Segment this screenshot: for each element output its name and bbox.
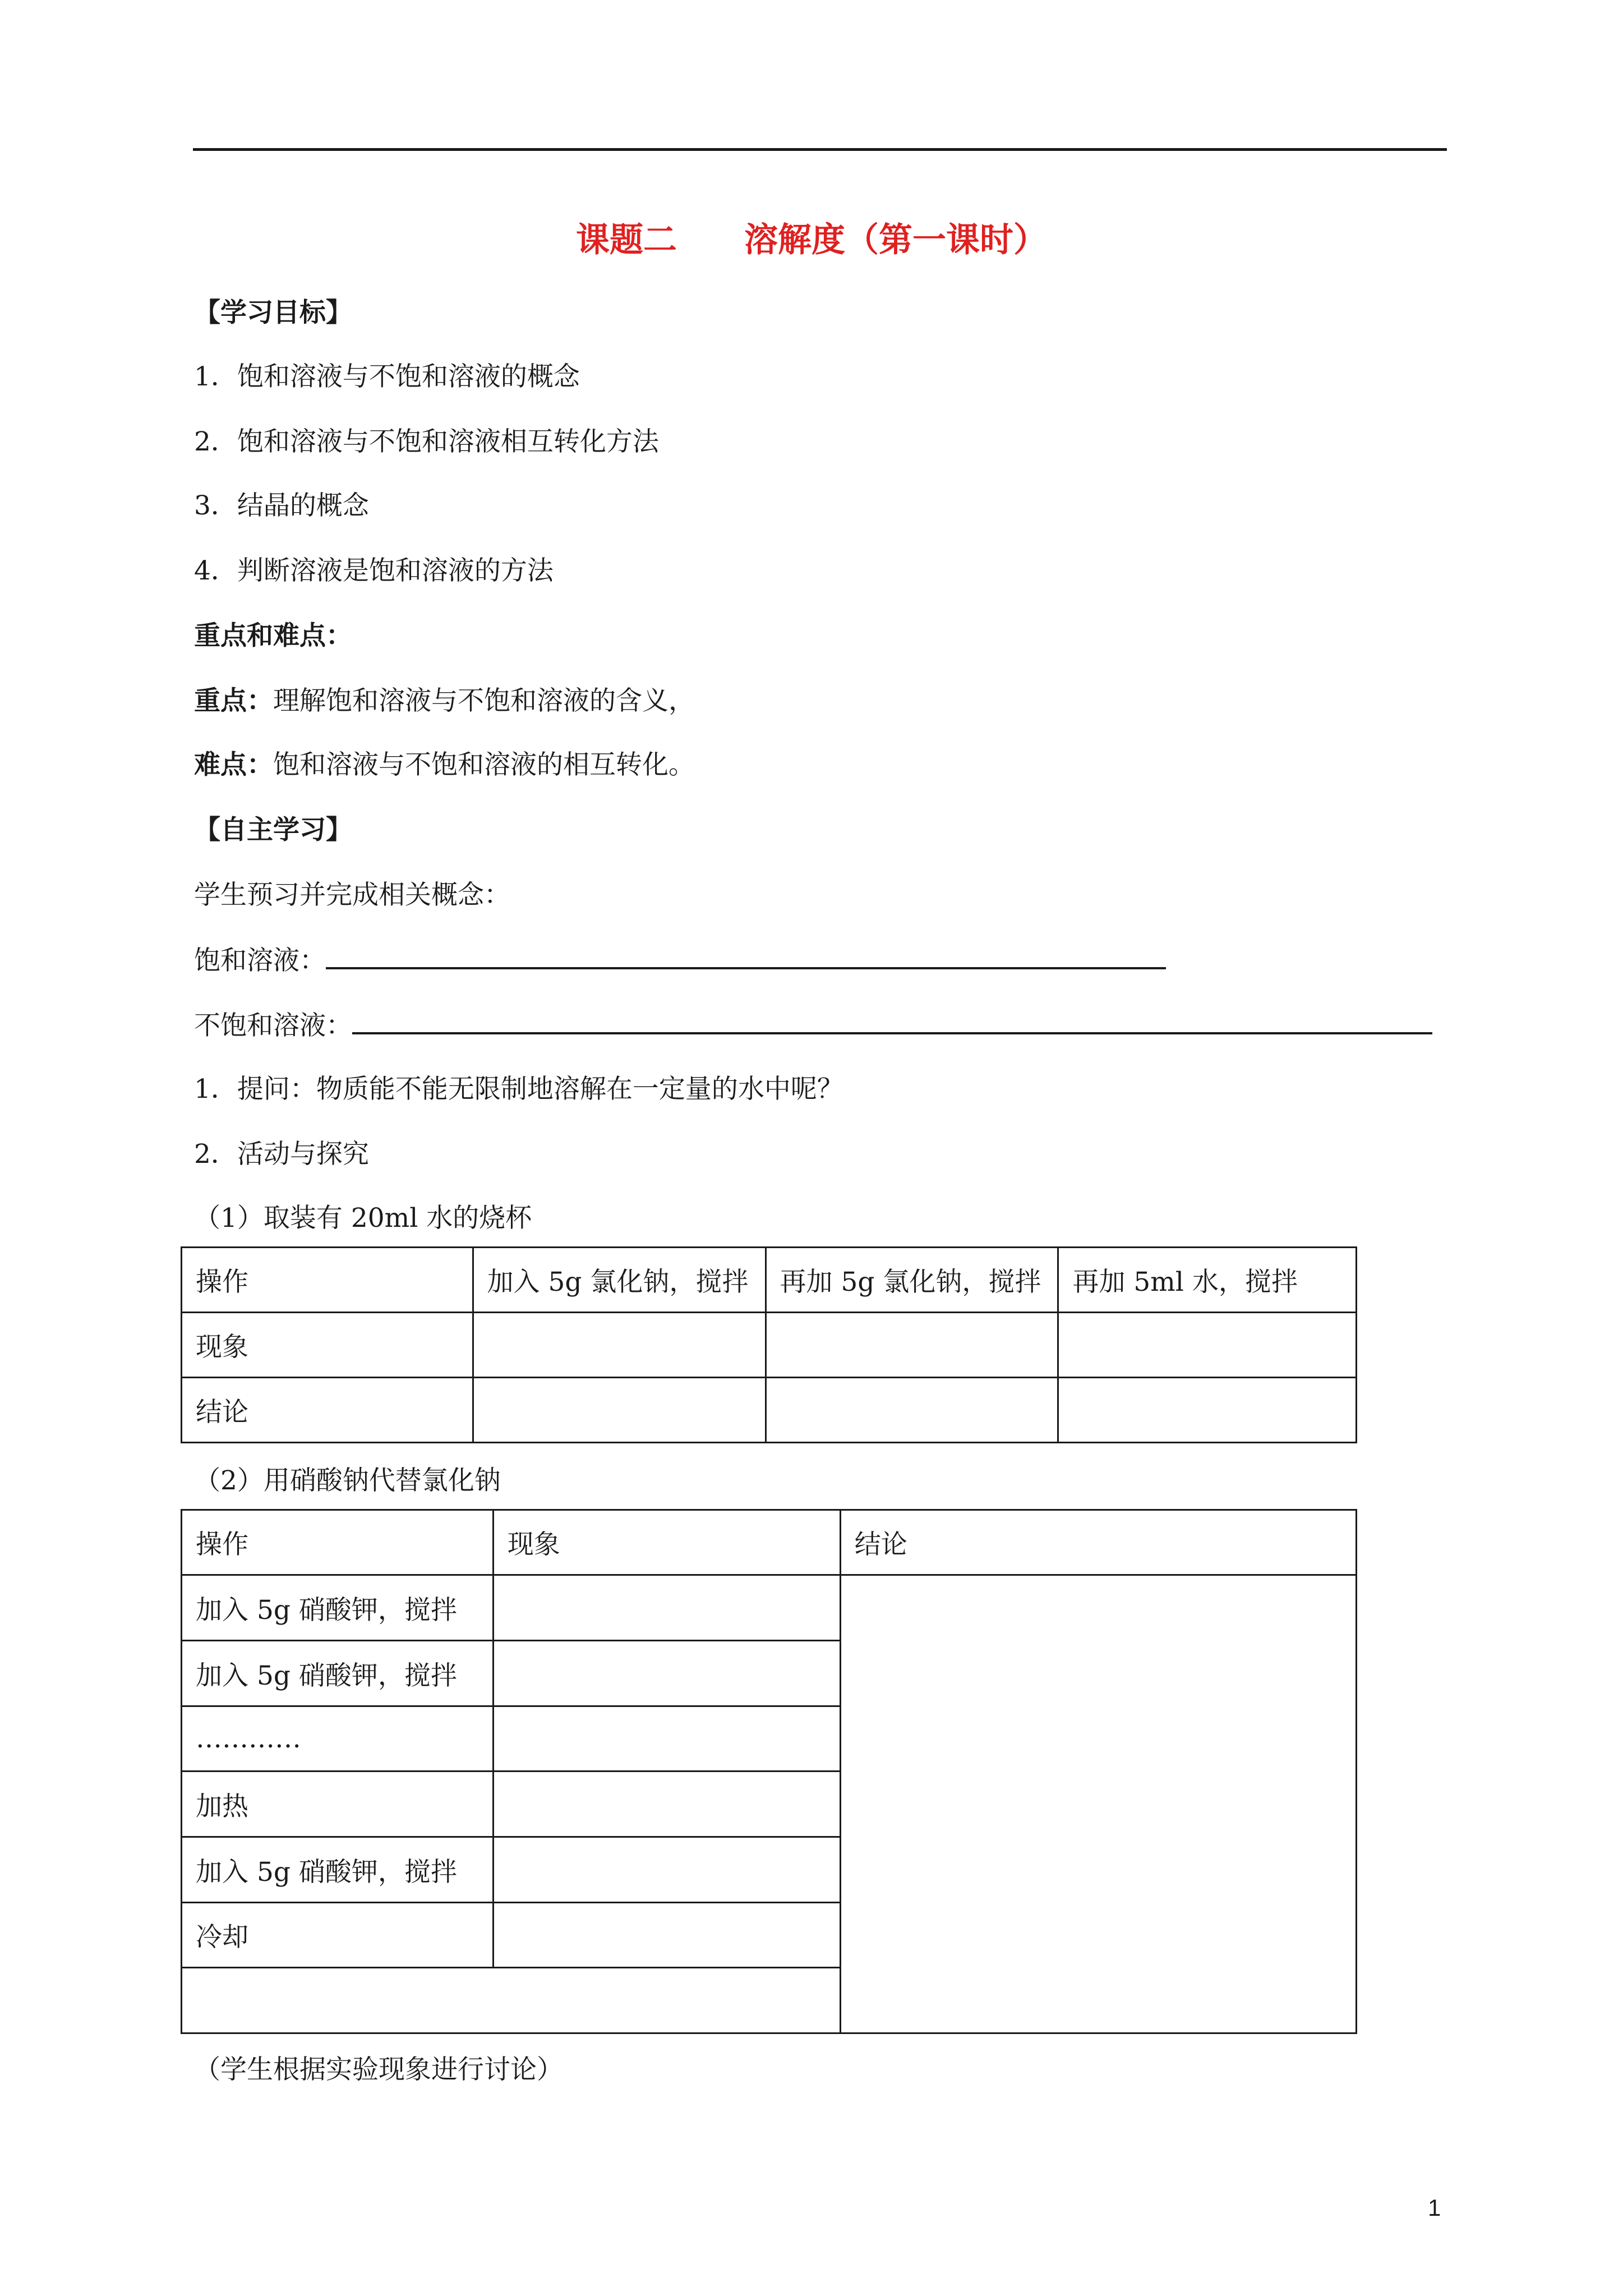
table-sodium-chloride bbox=[181, 1246, 1357, 1443]
table-header-cell: 结论 bbox=[840, 1510, 1356, 1575]
page-number: 1 bbox=[1428, 2194, 1441, 2221]
table-header-cell: 现象 bbox=[493, 1510, 840, 1575]
objective-item: 4．判断溶液是饱和溶液的方法 bbox=[194, 555, 554, 586]
objective-item: 1．饱和溶液与不饱和溶液的概念 bbox=[194, 361, 580, 392]
table-row-label: 冷却 bbox=[182, 1903, 494, 1968]
table-cell[interactable] bbox=[493, 1772, 840, 1837]
unsaturated-blank[interactable] bbox=[352, 1007, 1432, 1034]
step-1: （1）取装有 20ml 水的烧杯 bbox=[194, 1203, 532, 1234]
table-cell[interactable] bbox=[182, 1968, 841, 2033]
table-row bbox=[182, 1575, 1357, 1641]
table-row bbox=[182, 1378, 1357, 1443]
conclusion-cell[interactable] bbox=[840, 1575, 1356, 2033]
self-study-heading: 【自主学习】 bbox=[194, 815, 352, 845]
header-rule bbox=[193, 148, 1447, 151]
difficulty-label: 难点： bbox=[194, 749, 273, 780]
saturated-blank[interactable] bbox=[326, 942, 1166, 969]
table-header-cell: 再加 5ml 水，搅拌 bbox=[1058, 1248, 1357, 1313]
preview-text: 学生预习并完成相关概念： bbox=[194, 880, 510, 910]
key-points-heading: 重点和难点： bbox=[194, 620, 352, 651]
question-1: 1．提问：物质能不能无限制地溶解在一定量的水中呢？ bbox=[194, 1074, 843, 1105]
footer-note: （学生根据实验现象进行讨论） bbox=[194, 2054, 563, 2085]
key-text: 理解饱和溶液与不饱和溶液的含义， bbox=[273, 685, 695, 716]
table-row-label: 加热 bbox=[182, 1772, 494, 1837]
difficulty-text: 饱和溶液与不饱和溶液的相互转化。 bbox=[273, 749, 695, 780]
table-row bbox=[182, 1248, 1357, 1313]
table-header-cell: 操作 bbox=[182, 1510, 494, 1575]
table-row-label: 结论 bbox=[182, 1378, 473, 1443]
saturated-label: 饱和溶液： bbox=[194, 945, 326, 976]
table-row-label: 加入 5g 硝酸钾，搅拌 bbox=[182, 1837, 494, 1903]
table-cell[interactable] bbox=[473, 1378, 766, 1443]
table-row-label: 加入 5g 硝酸钾，搅拌 bbox=[182, 1575, 494, 1641]
title-subject: 溶解度（第一课时） bbox=[744, 220, 1047, 260]
table-row-label: 现象 bbox=[182, 1313, 473, 1378]
table-row-label: 加入 5g 硝酸钾，搅拌 bbox=[182, 1641, 494, 1706]
key-point bbox=[194, 684, 695, 718]
table-cell[interactable] bbox=[766, 1313, 1058, 1378]
unsaturated-label: 不饱和溶液： bbox=[194, 1010, 352, 1041]
table-cell[interactable] bbox=[493, 1706, 840, 1772]
table-cell[interactable] bbox=[1058, 1378, 1357, 1443]
unsaturated-definition bbox=[194, 1007, 1432, 1043]
table-cell[interactable] bbox=[493, 1641, 840, 1706]
table-row bbox=[182, 1313, 1357, 1378]
title-topic: 课题二 bbox=[576, 220, 677, 260]
table-cell[interactable] bbox=[766, 1378, 1058, 1443]
activity-2: 2．活动与探究 bbox=[194, 1139, 369, 1170]
objective-item: 2．饱和溶液与不饱和溶液相互转化方法 bbox=[194, 426, 659, 457]
table-cell[interactable] bbox=[473, 1313, 766, 1378]
table-row-label: ………… bbox=[182, 1706, 494, 1772]
table-header-cell: 加入 5g 氯化钠，搅拌 bbox=[473, 1248, 766, 1313]
table-header-cell: 操作 bbox=[182, 1248, 473, 1313]
table-row bbox=[182, 1510, 1357, 1575]
difficulty-point bbox=[194, 748, 695, 782]
table-cell[interactable] bbox=[493, 1575, 840, 1641]
objective-item: 3．结晶的概念 bbox=[194, 490, 369, 521]
table-cell[interactable] bbox=[493, 1837, 840, 1903]
key-label: 重点： bbox=[194, 685, 273, 716]
saturated-definition bbox=[194, 942, 1166, 978]
objectives-heading: 【学习目标】 bbox=[194, 297, 352, 328]
step-2: （2）用硝酸钠代替氯化钠 bbox=[194, 1465, 501, 1496]
table-cell[interactable] bbox=[1058, 1313, 1357, 1378]
table-cell[interactable] bbox=[493, 1903, 840, 1968]
table-potassium-nitrate bbox=[181, 1509, 1357, 2034]
table-header-cell: 再加 5g 氯化钠，搅拌 bbox=[766, 1248, 1058, 1313]
page-title bbox=[0, 213, 1623, 261]
